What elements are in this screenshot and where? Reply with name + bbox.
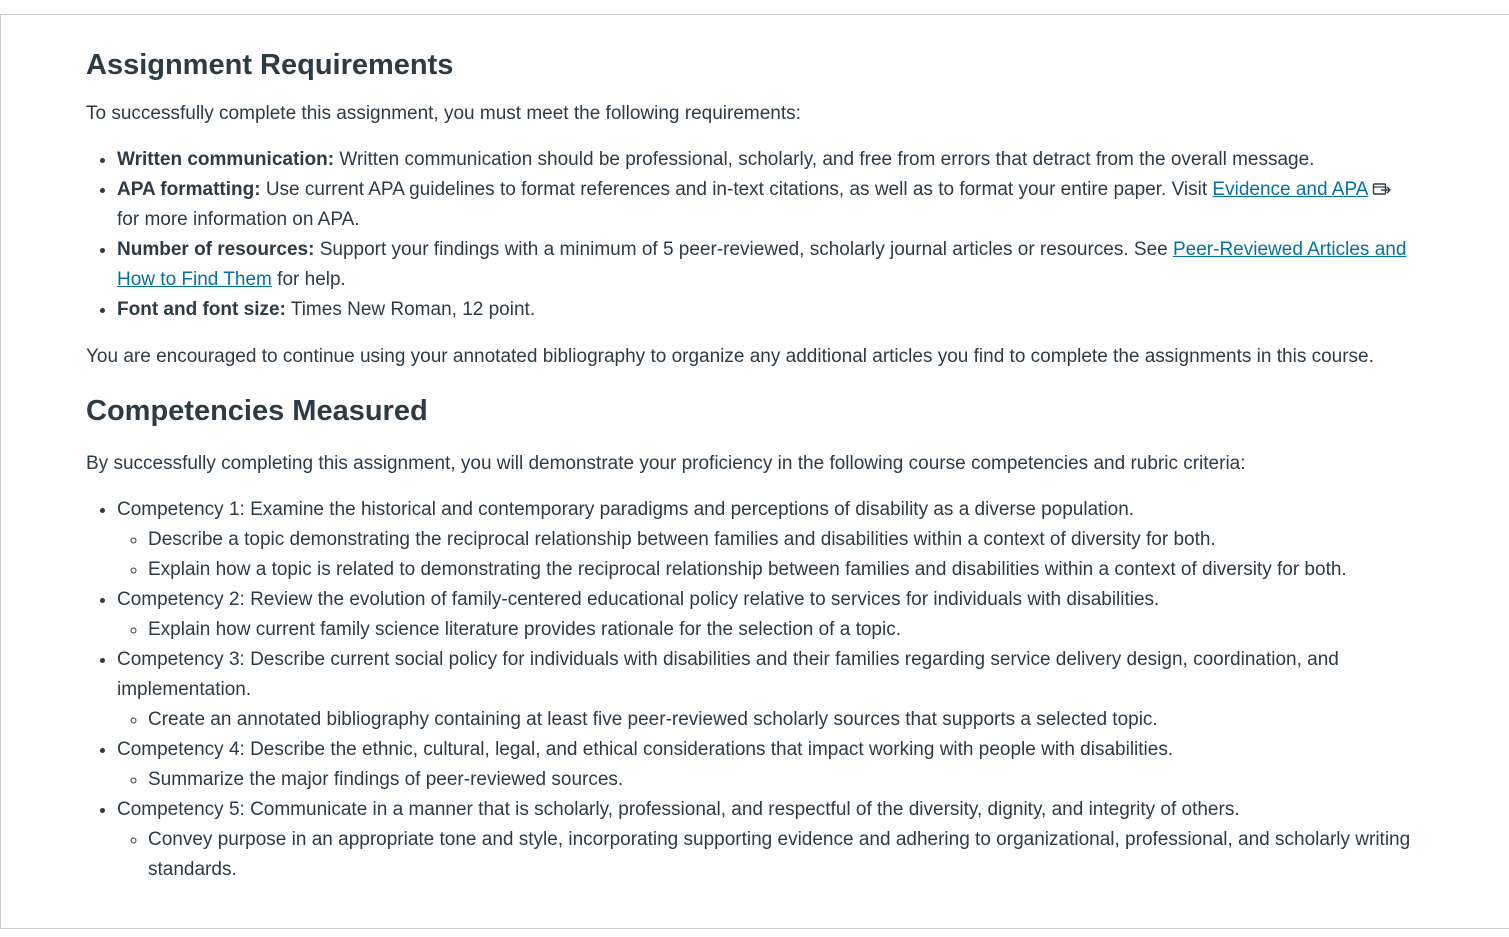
competency-text: Competency 3: Describe current social policy for individuals with disabilities and their families regarding service delivery design, coordination, and implementation.	[117, 649, 1339, 700]
requirement-text-after: for more information on APA.	[117, 209, 360, 230]
competency-text: Competency 2: Review the evolution of family-centered educational policy relative to services for individuals with disabilities.	[117, 589, 1160, 610]
requirements-heading: Assignment Requirements	[86, 49, 454, 81]
requirement-text: Use current APA guidelines to format references and in-text citations, as well as to format your entire paper. Visit	[260, 179, 1213, 200]
requirement-text-after: for help.	[271, 269, 346, 290]
criteria-list	[117, 825, 1416, 885]
list-item	[117, 235, 1416, 295]
requirement-text: Times New Roman, 12 point.	[285, 299, 536, 320]
competency-text: Competency 1: Examine the historical and contemporary paradigms and perceptions of disability as a diverse population.	[117, 499, 1135, 520]
criteria-list	[117, 525, 1416, 585]
list-item	[117, 585, 1416, 645]
requirements-intro: To successfully complete this assignment, you must meet the following requirements:	[86, 103, 801, 124]
requirement-label: Written communication:	[117, 149, 335, 170]
peer-reviewed-articles-link[interactable]: Peer-Reviewed Articles and How to Find Them	[117, 239, 1407, 290]
criterion-item: ◦ Convey purpose in an appropriate tone and style, incorporating supporting evidence and adhering to organizational, professional, and scholarly writing standards.	[148, 825, 1416, 885]
list-item	[117, 495, 1416, 585]
requirement-label: APA formatting:	[117, 179, 261, 200]
requirement-label: Font and font size:	[117, 299, 286, 320]
list-item	[117, 145, 1416, 175]
criterion-item: ◦ Create an annotated bibliography containing at least five peer-reviewed scholarly sources that supports a selected topic.	[148, 705, 1416, 735]
competencies-list	[86, 495, 1416, 885]
requirements-closing: You are encouraged to continue using your annotated bibliography to organize any additional articles you find to complete the assignments in this course.	[86, 346, 1374, 367]
content-frame	[0, 14, 1509, 929]
external-link-icon[interactable]	[1372, 181, 1392, 197]
competencies-intro: By successfully completing this assignment, you will demonstrate your proficiency in the following course competencies and rubric criteria:	[86, 453, 1246, 474]
criteria-list	[117, 765, 1416, 795]
criterion-item: ◦ Explain how current family science literature provides rationale for the selection of a topic.	[148, 615, 1416, 645]
list-item	[117, 645, 1416, 735]
criterion-item: ◦ Summarize the major findings of peer-reviewed sources.	[148, 765, 1416, 795]
requirements-list	[86, 145, 1416, 325]
requirement-text: Written communication should be professional, scholarly, and free from errors that detract from the overall message.	[334, 149, 1315, 170]
list-item	[117, 295, 1416, 325]
list-item	[117, 175, 1416, 235]
criteria-list	[117, 615, 1416, 645]
criteria-list	[117, 705, 1416, 735]
competency-text: Competency 5: Communicate in a manner that is scholarly, professional, and respectful of the diversity, dignity, and integrity of others.	[117, 799, 1240, 820]
criterion-item: ◦ Describe a topic demonstrating the reciprocal relationship between families and disabilities within a context of diversity for both.	[148, 525, 1416, 555]
competency-text: Competency 4: Describe the ethnic, cultural, legal, and ethical considerations that impact working with people with disabilities.	[117, 739, 1174, 760]
list-item	[117, 795, 1416, 885]
requirement-label: Number of resources:	[117, 239, 315, 260]
list-item	[117, 735, 1416, 795]
criterion-item: ◦ Explain how a topic is related to demonstrating the reciprocal relationship between families and disabilities within a context of diversity for both.	[148, 555, 1416, 585]
assignment-content	[86, 15, 1416, 885]
requirement-text: Support your findings with a minimum of 5 peer-reviewed, scholarly journal articles or resources. See	[314, 239, 1173, 260]
evidence-and-apa-link[interactable]: Evidence and APA	[1212, 179, 1369, 200]
competencies-heading: Competencies Measured	[86, 395, 428, 427]
